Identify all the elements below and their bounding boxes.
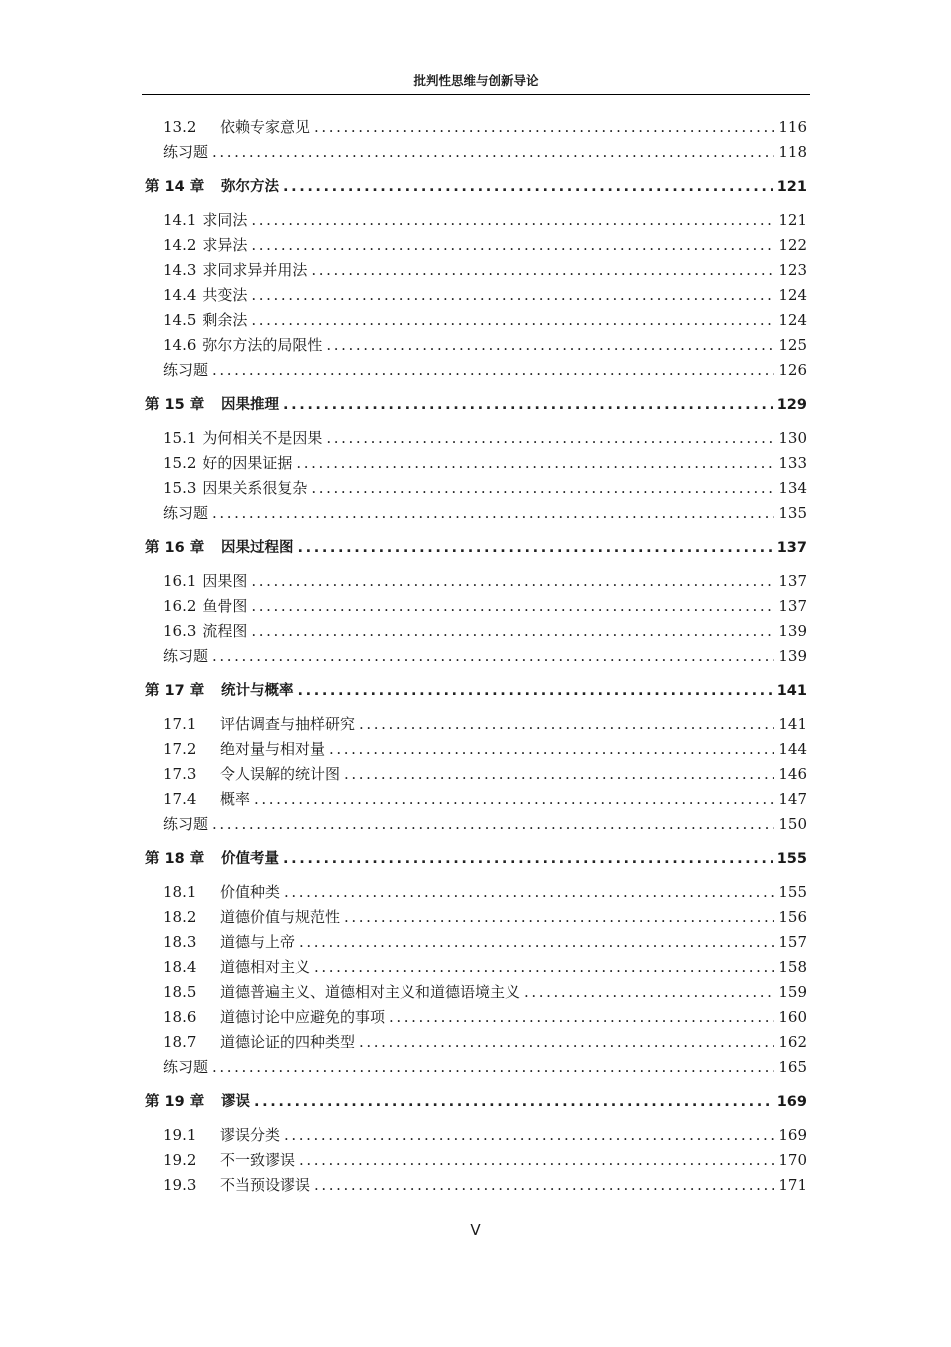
toc-leader-dots bbox=[212, 361, 774, 379]
toc-leader-dots bbox=[299, 1151, 774, 1169]
toc-section-entry[interactable] bbox=[145, 570, 807, 595]
toc-leader-dots bbox=[251, 211, 774, 229]
toc-entry-number: 16.1 bbox=[163, 572, 197, 590]
toc-entry-number: 第 19 章 bbox=[145, 1094, 205, 1110]
toc-entry-page: 170 bbox=[778, 1151, 807, 1169]
toc-section-entry[interactable] bbox=[145, 284, 807, 309]
header-rule bbox=[142, 94, 810, 95]
toc-entry-page: 144 bbox=[778, 740, 807, 758]
toc-leader-dots bbox=[251, 236, 774, 254]
toc-entry-title: 价值种类 bbox=[220, 883, 281, 901]
toc-entry-title: 剩余法 bbox=[202, 311, 248, 329]
toc-entry-title: 好的因果证据 bbox=[202, 454, 293, 472]
toc-leader-dots bbox=[326, 429, 774, 447]
toc-entry-title: 评估调查与抽样研究 bbox=[220, 715, 356, 733]
toc-entry-page: 156 bbox=[778, 908, 807, 926]
toc-section-entry[interactable] bbox=[145, 1149, 807, 1174]
toc-section-entry[interactable] bbox=[145, 309, 807, 334]
toc-leader-dots bbox=[524, 983, 774, 1001]
toc-section-entry[interactable] bbox=[145, 1174, 807, 1199]
toc-entry-number: 13.2 bbox=[163, 118, 197, 136]
toc-entry-page: 158 bbox=[778, 958, 807, 976]
toc-entry-page: 139 bbox=[778, 622, 807, 640]
toc-chapter-entry[interactable] bbox=[145, 536, 807, 561]
toc-leader-dots bbox=[284, 883, 774, 901]
toc-entry-title: 弥尔方法的局限性 bbox=[202, 336, 323, 354]
toc-section-entry[interactable] bbox=[145, 738, 807, 763]
toc-entry-number: 第 15 章 bbox=[145, 397, 205, 413]
toc-entry-page: 123 bbox=[778, 261, 807, 279]
toc-entry-number: 14.5 bbox=[163, 311, 197, 329]
toc-leader-dots bbox=[359, 715, 774, 733]
toc-leader-dots bbox=[329, 740, 774, 758]
toc-leader-dots bbox=[298, 540, 773, 556]
toc-entry-number: 18.3 bbox=[163, 933, 197, 951]
toc-entry-page: 116 bbox=[778, 118, 807, 136]
toc-entry-number: 18.1 bbox=[163, 883, 197, 901]
toc-section-entry[interactable] bbox=[145, 209, 807, 234]
toc-entry-title: 求同求异并用法 bbox=[202, 261, 308, 279]
toc-entry-title: 练习题 bbox=[163, 815, 209, 833]
toc-chapter-entry[interactable] bbox=[145, 847, 807, 872]
toc-section-entry[interactable] bbox=[145, 713, 807, 738]
toc-entry-page: 130 bbox=[778, 429, 807, 447]
toc-leader-dots bbox=[254, 1094, 773, 1110]
toc-leader-dots bbox=[251, 311, 774, 329]
toc-entry-number: 第 14 章 bbox=[145, 179, 205, 195]
toc-entry-page: 159 bbox=[778, 983, 807, 1001]
toc-entry-page: 124 bbox=[778, 311, 807, 329]
toc-entry-number: 14.1 bbox=[163, 211, 197, 229]
toc-entry-page: 157 bbox=[778, 933, 807, 951]
toc-section-entry[interactable] bbox=[145, 595, 807, 620]
toc-entry-title: 练习题 bbox=[163, 504, 209, 522]
toc-entry-number: 18.4 bbox=[163, 958, 197, 976]
toc-entry-title: 谬误 bbox=[221, 1094, 250, 1110]
toc-leader-dots bbox=[212, 504, 774, 522]
toc-leader-dots bbox=[314, 958, 774, 976]
toc-section-entry[interactable] bbox=[145, 427, 807, 452]
toc-entry-title: 令人误解的统计图 bbox=[220, 765, 341, 783]
toc-entry-title: 弥尔方法 bbox=[221, 179, 279, 195]
toc-entry-page: 137 bbox=[776, 540, 807, 556]
toc-section-entry[interactable] bbox=[145, 477, 807, 502]
toc-entry-title: 共变法 bbox=[202, 286, 248, 304]
toc-leader-dots bbox=[344, 908, 774, 926]
toc-leader-dots bbox=[311, 261, 774, 279]
toc-entry-title: 因果过程图 bbox=[221, 540, 294, 556]
toc-entry-page: 133 bbox=[778, 454, 807, 472]
toc-section-entry[interactable] bbox=[145, 334, 807, 359]
toc-section-entry[interactable] bbox=[145, 620, 807, 645]
toc-entry-number: 18.2 bbox=[163, 908, 197, 926]
toc-entry-title: 绝对量与相对量 bbox=[220, 740, 326, 758]
toc-entry-title: 练习题 bbox=[163, 647, 209, 665]
toc-entry-page: 165 bbox=[778, 1058, 807, 1076]
toc-entry-page: 137 bbox=[778, 597, 807, 615]
toc-entry-number: 17.2 bbox=[163, 740, 197, 758]
toc-entry-title: 练习题 bbox=[163, 143, 209, 161]
toc-chapter-entry[interactable] bbox=[145, 679, 807, 704]
toc-entry-number: 16.3 bbox=[163, 622, 197, 640]
toc-entry-page: 118 bbox=[778, 143, 807, 161]
toc-entry-page: 124 bbox=[778, 286, 807, 304]
toc-entry-title: 鱼骨图 bbox=[202, 597, 248, 615]
toc-entry-page: 125 bbox=[778, 336, 807, 354]
toc-entry-page: 162 bbox=[778, 1033, 807, 1051]
toc-section-entry[interactable] bbox=[145, 1124, 807, 1149]
toc-entry-page: 135 bbox=[778, 504, 807, 522]
toc-leader-dots bbox=[389, 1008, 774, 1026]
toc-entry-number: 18.7 bbox=[163, 1033, 197, 1051]
toc-entry-title: 道德与上帝 bbox=[220, 933, 296, 951]
toc-entry-title: 为何相关不是因果 bbox=[202, 429, 323, 447]
toc-leader-dots bbox=[212, 647, 774, 665]
toc-section-entry[interactable] bbox=[145, 116, 807, 141]
toc-exercise-entry[interactable] bbox=[145, 813, 807, 838]
toc-leader-dots bbox=[212, 143, 774, 161]
toc-entry-number: 17.3 bbox=[163, 765, 197, 783]
toc-entry-title: 不当预设谬误 bbox=[220, 1176, 311, 1194]
toc-leader-dots bbox=[298, 683, 773, 699]
toc-entry-number: 17.1 bbox=[163, 715, 197, 733]
toc-entry-page: 134 bbox=[778, 479, 807, 497]
toc-entry-page: 141 bbox=[776, 683, 807, 699]
toc-section-entry[interactable] bbox=[145, 234, 807, 259]
toc-entry-title: 不一致谬误 bbox=[220, 1151, 296, 1169]
toc-section-entry[interactable] bbox=[145, 881, 807, 906]
toc-entry-number: 第 17 章 bbox=[145, 683, 205, 699]
table-of-contents bbox=[145, 116, 807, 1199]
toc-entry-number: 14.6 bbox=[163, 336, 197, 354]
toc-entry-title: 道德论证的四种类型 bbox=[220, 1033, 356, 1051]
toc-entry-title: 价值考量 bbox=[221, 851, 279, 867]
toc-entry-page: 146 bbox=[778, 765, 807, 783]
toc-leader-dots bbox=[314, 1176, 774, 1194]
toc-chapter-entry[interactable] bbox=[145, 175, 807, 200]
toc-leader-dots bbox=[314, 118, 774, 136]
toc-entry-page: 171 bbox=[778, 1176, 807, 1194]
running-header: 批判性思维与创新导论 bbox=[413, 73, 539, 88]
toc-leader-dots bbox=[212, 815, 774, 833]
toc-entry-page: 137 bbox=[778, 572, 807, 590]
toc-entry-page: 169 bbox=[776, 1094, 807, 1110]
toc-entry-number: 14.2 bbox=[163, 236, 197, 254]
toc-entry-page: 139 bbox=[778, 647, 807, 665]
toc-exercise-entry[interactable] bbox=[145, 359, 807, 384]
toc-entry-title: 概率 bbox=[220, 790, 251, 808]
toc-leader-dots bbox=[251, 572, 774, 590]
toc-entry-number: 17.4 bbox=[163, 790, 197, 808]
toc-entry-page: 126 bbox=[778, 361, 807, 379]
toc-entry-title: 道德讨论中应避免的事项 bbox=[220, 1008, 386, 1026]
toc-entry-number: 15.2 bbox=[163, 454, 197, 472]
toc-chapter-entry[interactable] bbox=[145, 393, 807, 418]
toc-leader-dots bbox=[299, 933, 774, 951]
toc-entry-number: 14.4 bbox=[163, 286, 197, 304]
toc-section-entry[interactable] bbox=[145, 1006, 807, 1031]
toc-leader-dots bbox=[283, 397, 773, 413]
toc-entry-page: 122 bbox=[778, 236, 807, 254]
toc-leader-dots bbox=[251, 286, 774, 304]
toc-entry-page: 150 bbox=[778, 815, 807, 833]
toc-entry-page: 121 bbox=[778, 211, 807, 229]
toc-entry-title: 依赖专家意见 bbox=[220, 118, 311, 136]
toc-chapter-entry[interactable] bbox=[145, 1090, 807, 1115]
toc-entry-page: 141 bbox=[778, 715, 807, 733]
toc-section-entry[interactable] bbox=[145, 981, 807, 1006]
toc-entry-number: 第 18 章 bbox=[145, 851, 205, 867]
toc-entry-page: 121 bbox=[776, 179, 807, 195]
toc-entry-page: 160 bbox=[778, 1008, 807, 1026]
toc-leader-dots bbox=[251, 622, 774, 640]
toc-entry-title: 统计与概率 bbox=[221, 683, 294, 699]
toc-section-entry[interactable] bbox=[145, 452, 807, 477]
toc-entry-title: 因果图 bbox=[202, 572, 248, 590]
toc-exercise-entry[interactable] bbox=[145, 1056, 807, 1081]
toc-entry-page: 169 bbox=[778, 1126, 807, 1144]
toc-entry-number: 15.3 bbox=[163, 479, 197, 497]
toc-entry-title: 流程图 bbox=[202, 622, 248, 640]
toc-entry-title: 求同法 bbox=[202, 211, 248, 229]
toc-entry-title: 谬误分类 bbox=[220, 1126, 281, 1144]
toc-entry-number: 第 16 章 bbox=[145, 540, 205, 556]
toc-leader-dots bbox=[251, 597, 774, 615]
toc-leader-dots bbox=[359, 1033, 774, 1051]
toc-entry-title: 练习题 bbox=[163, 361, 209, 379]
toc-entry-number: 19.1 bbox=[163, 1126, 197, 1144]
toc-entry-title: 求异法 bbox=[202, 236, 248, 254]
toc-entry-title: 道德相对主义 bbox=[220, 958, 311, 976]
toc-leader-dots bbox=[283, 179, 773, 195]
toc-entry-number: 14.3 bbox=[163, 261, 197, 279]
toc-section-entry[interactable] bbox=[145, 956, 807, 981]
toc-section-entry[interactable] bbox=[145, 788, 807, 813]
toc-entry-number: 19.2 bbox=[163, 1151, 197, 1169]
page-number: V bbox=[470, 1221, 481, 1239]
toc-leader-dots bbox=[212, 1058, 774, 1076]
toc-leader-dots bbox=[296, 454, 774, 472]
toc-entry-title: 练习题 bbox=[163, 1058, 209, 1076]
toc-entry-page: 129 bbox=[776, 397, 807, 413]
toc-section-entry[interactable] bbox=[145, 259, 807, 284]
toc-entry-page: 155 bbox=[778, 883, 807, 901]
toc-entry-number: 15.1 bbox=[163, 429, 197, 447]
toc-exercise-entry[interactable] bbox=[145, 502, 807, 527]
toc-leader-dots bbox=[254, 790, 774, 808]
toc-entry-title: 道德普遍主义、道德相对主义和道德语境主义 bbox=[220, 983, 521, 1001]
toc-entry-page: 147 bbox=[778, 790, 807, 808]
toc-section-entry[interactable] bbox=[145, 906, 807, 931]
toc-section-entry[interactable] bbox=[145, 1031, 807, 1056]
toc-leader-dots bbox=[284, 1126, 774, 1144]
toc-exercise-entry[interactable] bbox=[145, 141, 807, 166]
toc-entry-number: 18.5 bbox=[163, 983, 197, 1001]
toc-section-entry[interactable] bbox=[145, 931, 807, 956]
toc-entry-number: 16.2 bbox=[163, 597, 197, 615]
toc-entry-number: 18.6 bbox=[163, 1008, 197, 1026]
toc-entry-title: 道德价值与规范性 bbox=[220, 908, 341, 926]
toc-entry-page: 155 bbox=[776, 851, 807, 867]
toc-leader-dots bbox=[344, 765, 774, 783]
toc-leader-dots bbox=[326, 336, 774, 354]
toc-entry-title: 因果推理 bbox=[221, 397, 279, 413]
toc-leader-dots bbox=[283, 851, 773, 867]
toc-entry-title: 因果关系很复杂 bbox=[202, 479, 308, 497]
toc-section-entry[interactable] bbox=[145, 763, 807, 788]
toc-exercise-entry[interactable] bbox=[145, 645, 807, 670]
toc-entry-number: 19.3 bbox=[163, 1176, 197, 1194]
toc-leader-dots bbox=[311, 479, 774, 497]
